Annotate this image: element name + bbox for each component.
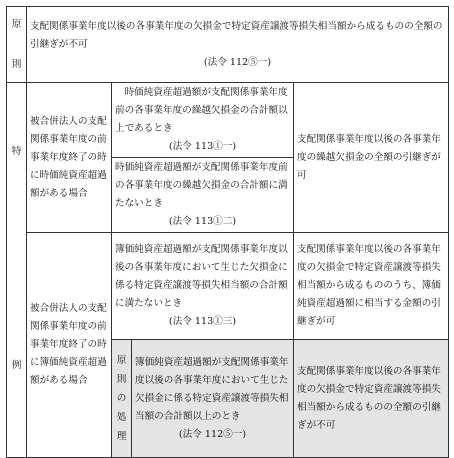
document-frame: [6, 6, 448, 451]
principle-label-top: 原: [11, 18, 22, 30]
case1-sub-b-text: 時価純資産超過額が支配関係事業年度前の各事業年度の繰越欠損金の合計額に満たないとき: [115, 162, 288, 209]
case2-sub-b-cell: [132, 340, 294, 458]
exception-case2-row-a: [7, 233, 449, 340]
case2-result-a: 支配関係事業年度以後の各事業年度の欠損金で特定資産譲渡等損失相当額から成るもののうち、簿価純資産超過額に相当する金額の引継ぎが可: [297, 244, 441, 327]
exception-label-cell: [7, 83, 27, 458]
principle-label-cell: [7, 7, 27, 83]
principle-row: [7, 7, 449, 83]
case2-result-a-cell: [294, 233, 449, 340]
case2-sub-a-cite: (法令 113①三): [168, 316, 237, 327]
case2-sub-a-cell: [112, 233, 294, 340]
case2-sub-b-text: 簿価純資産超過額が支配関係事業年度以後の各事業年度において生じた欠損金に係る特定資産譲渡等損失相当額の合計額以上のとき: [135, 356, 289, 422]
principle-cite: (法令 112⑤一): [203, 56, 272, 68]
case1-sub-a-text: 時価純資産超過額が支配関係事業年度前の各事業年度の繰越欠損金の合計額以上であるとき: [115, 87, 288, 134]
case1-sub-a-cell: [112, 83, 294, 158]
principle-text: 支配関係事業年度以後の各事業年度の欠損金で特定資産譲渡等損失相当額から成るものの全額の引継ぎが不可: [30, 20, 443, 50]
principle-cell: [27, 7, 449, 83]
case2-sub-b-cite: (法令 112⑤一): [178, 428, 247, 440]
principle-treatment-char-4: 処: [116, 412, 127, 423]
principle-label-bottom: 則: [11, 58, 22, 70]
case1-condition-cell: [27, 83, 112, 233]
principle-treatment-char-1: 原: [116, 355, 127, 366]
exception-label-bottom: 例: [11, 360, 22, 371]
principle-treatment-char-2: 則: [116, 374, 127, 385]
case1-condition: 被合併法人の支配関係事業年度の前事業年度終了の時に時価純資産超過額がある場合: [30, 115, 107, 199]
case1-sub-b-cite: (法令 113①二): [168, 216, 237, 227]
case2-condition: 被合併法人の支配関係事業年度の前事業年度終了の時に簿価純資産超過額がある場合: [30, 303, 107, 386]
loss-carryover-table: [6, 6, 449, 458]
case2-result-b-cell: [294, 340, 449, 458]
case1-result-cell: [294, 83, 449, 233]
case1-sub-a-cite: (法令 113①一): [168, 141, 237, 152]
exception-case1-row-a: [7, 83, 449, 158]
case1-result: 支配関係事業年度以後の各事業年度の繰越欠損金の全額の引継ぎが可: [297, 133, 441, 181]
exception-label-top: 特: [11, 146, 22, 157]
case2-sub-a-text: 簿価純資産超過額が支配関係事業年度以後の各事業年度において生じた欠損金に係る特定資産譲渡等損失相当額の合計額に満たないとき: [115, 244, 288, 309]
principle-treatment-char-5: 理: [116, 431, 127, 442]
principle-treatment-char-3: の: [116, 393, 127, 404]
case2-condition-cell: [27, 233, 112, 458]
case1-sub-b-cell: [112, 158, 294, 233]
principle-treatment-label-cell: [112, 340, 132, 458]
case2-result-b: 支配関係事業年度以後の各事業年度の欠損金で特定資産譲渡等損失相当額から成るものの全額の引継ぎが不可: [297, 365, 441, 431]
